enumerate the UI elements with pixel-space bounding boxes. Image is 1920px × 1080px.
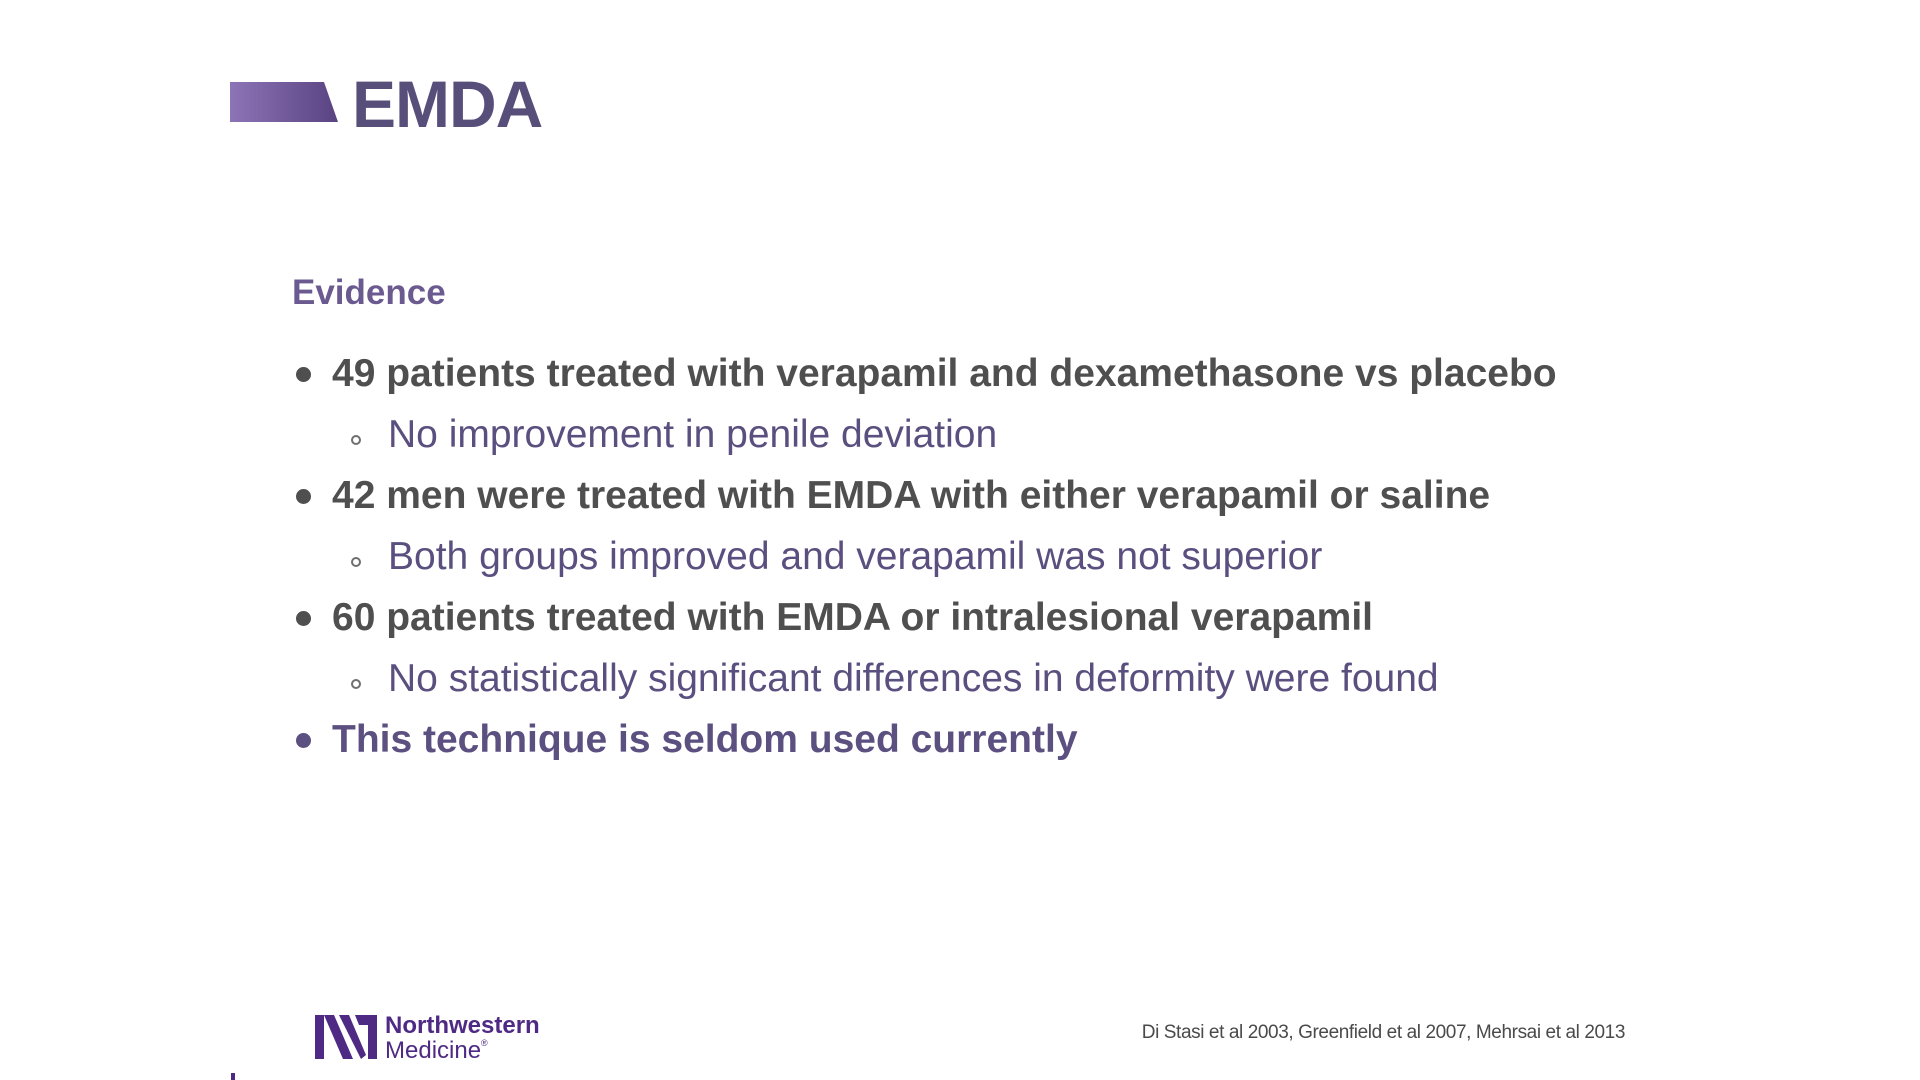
bullet-dot-icon (296, 733, 311, 748)
bullet-item (292, 711, 1712, 772)
logo-line1: Northwestern (385, 1012, 540, 1039)
edge-mark (231, 1073, 235, 1080)
bullet-text: 49 patients treated with verapamil and dexamethasone vs placebo (332, 352, 1557, 395)
logo-line2-text: Medicine (385, 1037, 482, 1064)
bullet-text: 42 men were treated with EMDA with either verapamil or saline (332, 474, 1491, 517)
sub-bullet-text: Both groups improved and verapamil was not superior (388, 535, 1323, 578)
sub-bullet-item (292, 528, 1712, 589)
bullet-text: This technique is seldom used currently (332, 718, 1078, 761)
bullet-list (292, 345, 1712, 772)
northwestern-medicine-n-logo-icon (315, 1015, 377, 1059)
bullet-dot-icon (296, 611, 311, 626)
logo-line2 (385, 1038, 540, 1063)
bullet-item (292, 589, 1712, 650)
registered-mark: ® (481, 1038, 488, 1048)
bullet-text: 60 patients treated with EMDA or intralesional verapamil (332, 596, 1374, 639)
sub-bullet-text: No statistically significant differences in deformity were found (388, 657, 1439, 700)
sub-bullet-item (292, 650, 1712, 711)
bullet-circle-icon (351, 435, 361, 445)
logo-wordmark (385, 1013, 540, 1063)
title-accent-bar (230, 82, 338, 122)
sub-bullet-text: No improvement in penile deviation (388, 413, 998, 456)
bullet-item (292, 345, 1712, 406)
section-heading: Evidence (292, 273, 446, 312)
bullet-circle-icon (351, 557, 361, 567)
slide-title: EMDA (352, 67, 543, 141)
bullet-circle-icon (351, 679, 361, 689)
citation-text: Di Stasi et al 2003, Greenfield et al 2007, Mehrsai et al 2013 (1141, 1022, 1625, 1043)
bullet-item (292, 467, 1712, 528)
bullet-dot-icon (296, 489, 311, 504)
sub-bullet-item (292, 406, 1712, 467)
bullet-dot-icon (296, 367, 311, 382)
